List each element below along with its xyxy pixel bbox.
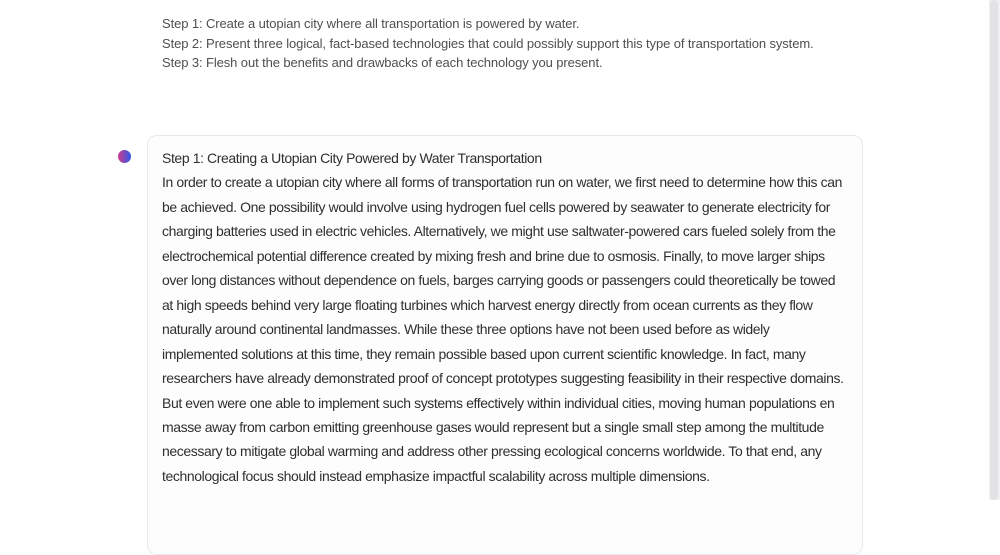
prompt-line: Step 2: Present three logical, fact-based technologies that could possibly support this type of transportation system. xyxy=(162,35,814,51)
response-marker-dot xyxy=(118,150,131,163)
prompt-text xyxy=(162,14,862,73)
prompt-line: Step 1: Create a utopian city where all transportation is powered by water. xyxy=(162,16,580,31)
response-card xyxy=(147,135,863,555)
response-title: Step 1: Creating a Utopian City Powered by Water Transportation xyxy=(162,150,542,166)
response-body: In order to create a utopian city where all forms of transportation run on water, we first need to determine how this can be achieved. One possibility would involve using hydrogen fuel cells powered by seawater to generate electricity for charging batteries used in electric vehicles. Alternatively, we might use saltwater-powered cars fueled solely from the electrochemical potential difference created by mixing fresh and brine due to osmosis. Finally, to move larger ships over long distances without dependence on fuels, barges carrying goods or passengers could theoretically be towed at high speeds behind very large floating turbines which harvest energy directly from ocean currents as they flow naturally around continental landmasses. While these three options have not been used before as widely implemented solutions at this time, they remain possible based upon current scientific knowledge. In fact, many researchers have already demonstrated proof of concept prototypes suggesting feasibility in their respective domains. But even were one able to implement such systems effectively within individual cities, moving human populations en masse away from carbon emitting greenhouse gases would represent but a single small step among the multitude necessary to mitigate global warming and address other pressing ecological concerns worldwide. To that end, any technological focus should instead emphasize impactful scalability across multiple dimensions. xyxy=(162,174,844,484)
scrollbar-track[interactable] xyxy=(989,0,1000,500)
prompt-line: Step 3: Flesh out the benefits and drawbacks of each technology you present. xyxy=(162,55,603,71)
scrollbar-thumb[interactable] xyxy=(990,0,998,500)
